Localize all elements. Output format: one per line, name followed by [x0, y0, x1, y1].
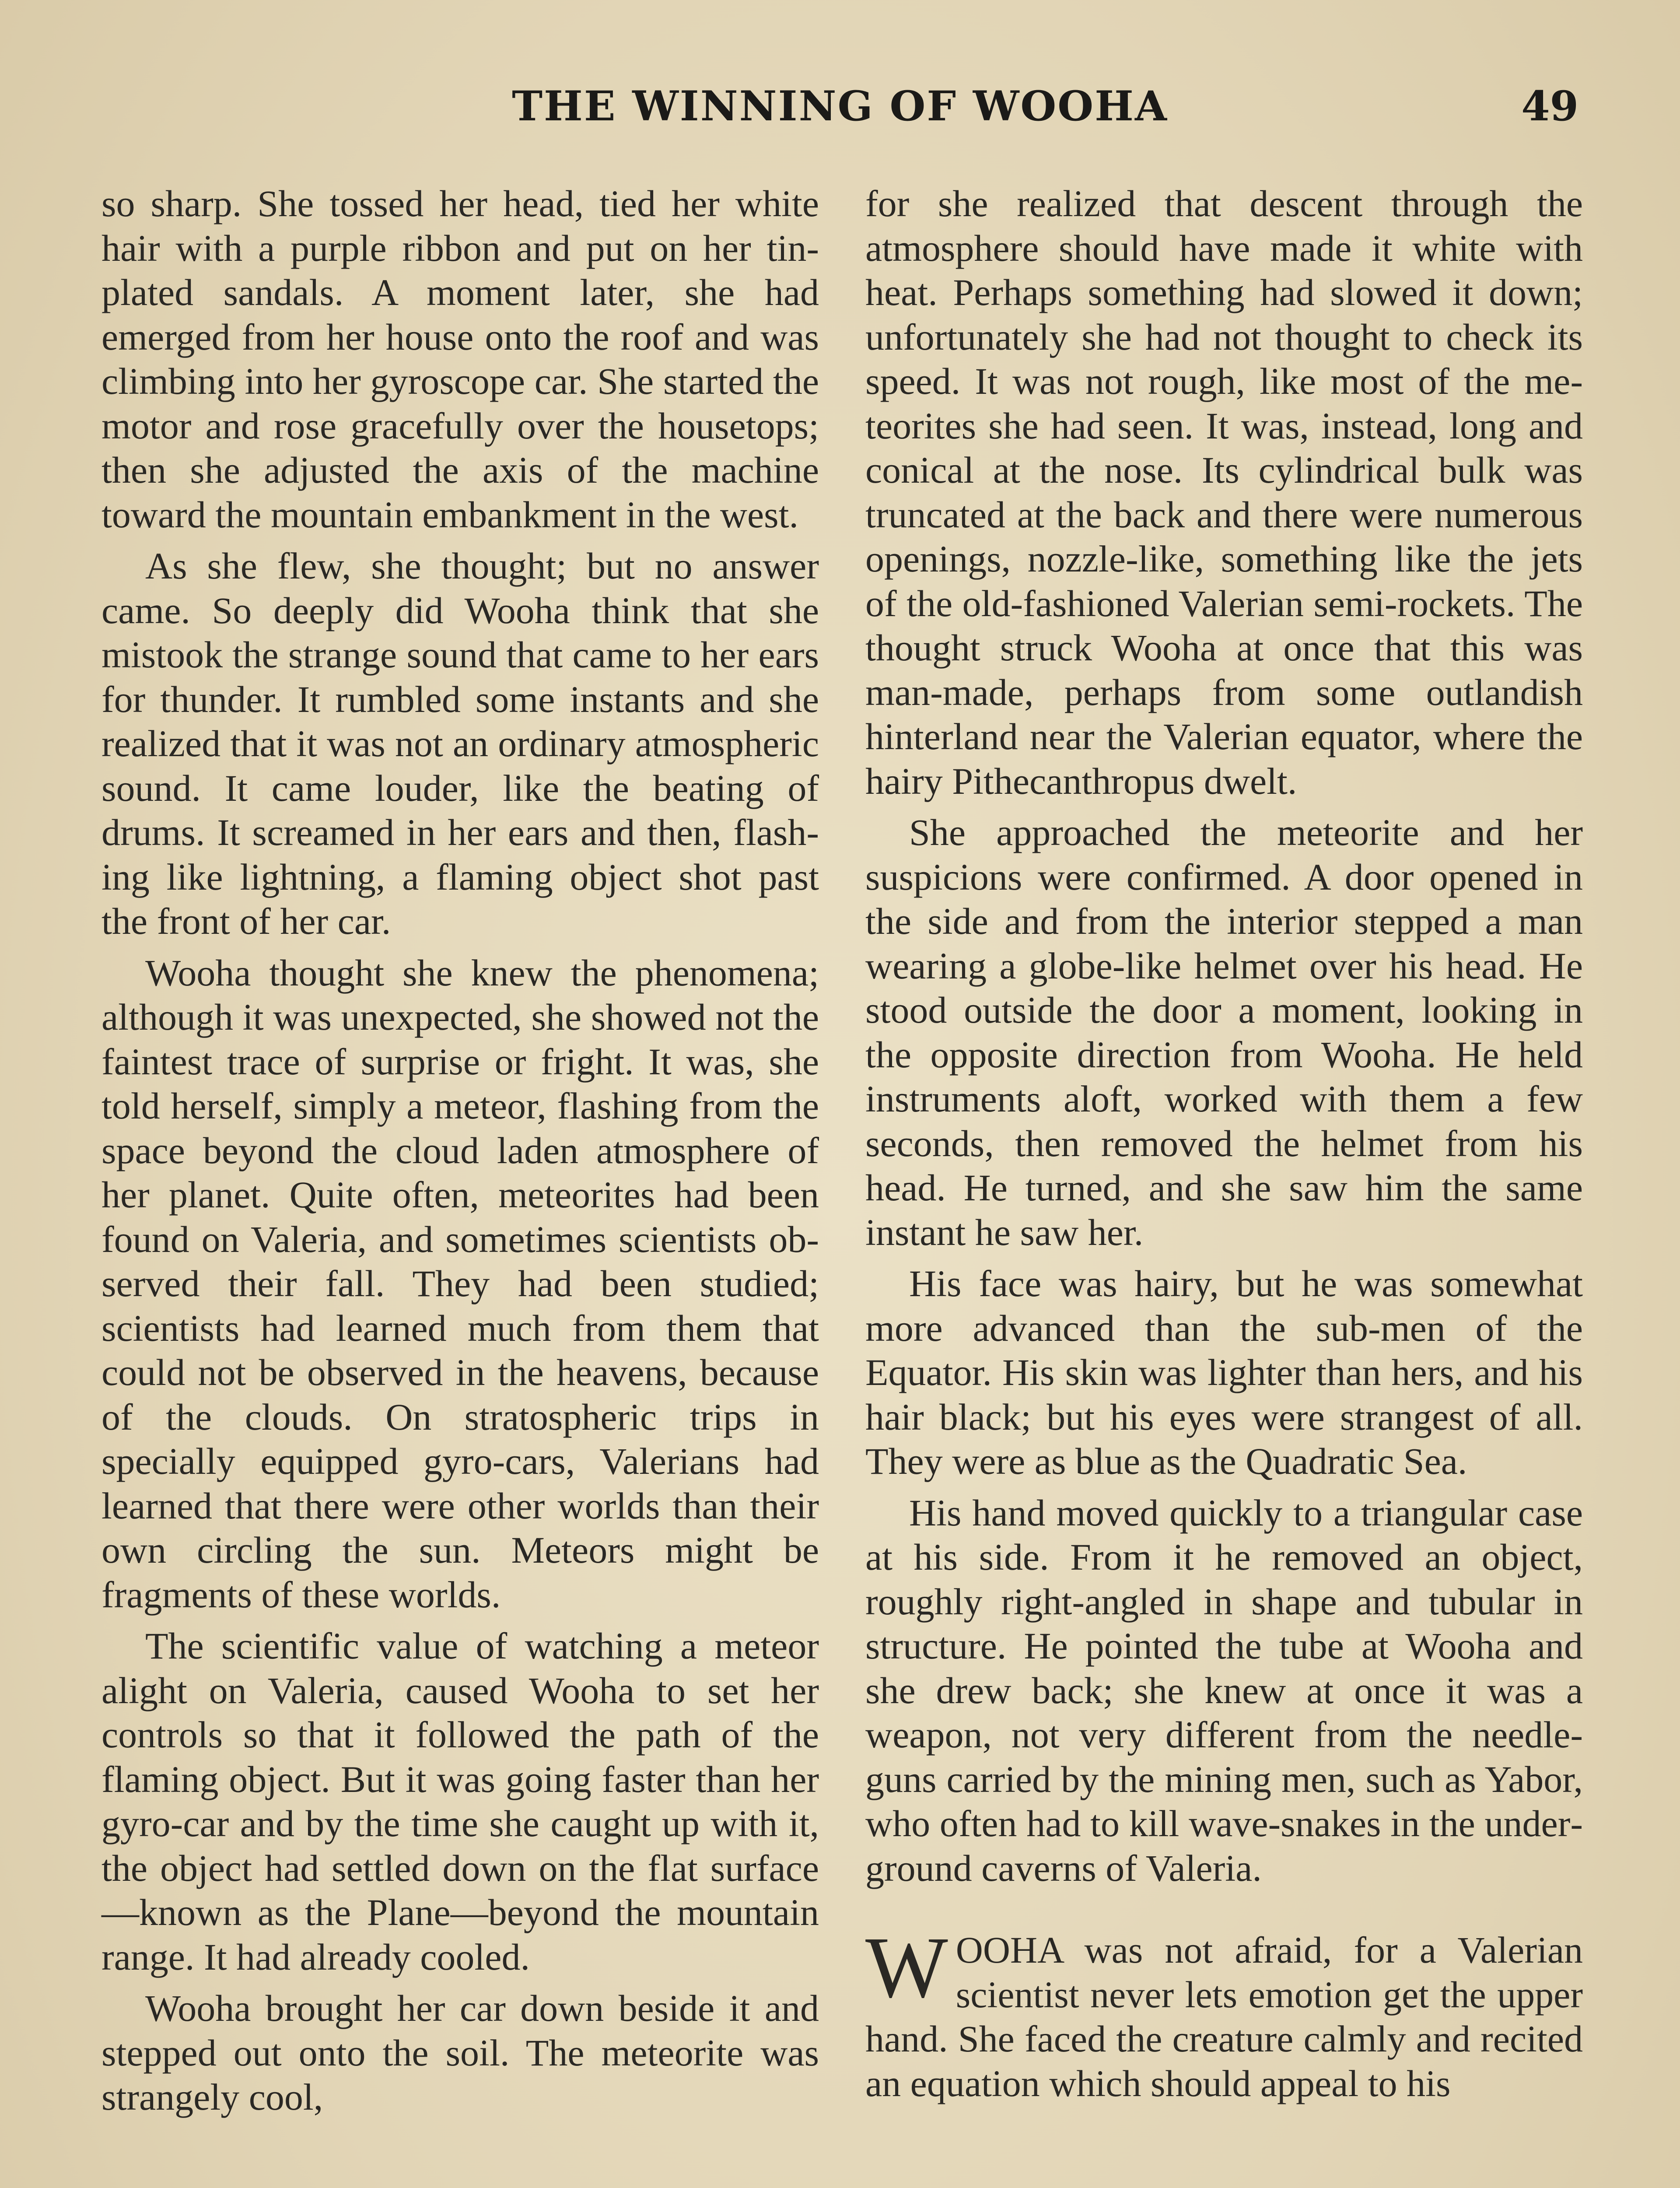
drop-cap: W [865, 1919, 948, 2016]
paragraph: Wooha thought she knew the phenomena; although it was unexpected, she showed not the faintest trace of surprise or fright. It was, she told herself, simply a meteor, flashing from the space beyond the cloud laden atmosphere of her planet. Quite often, meteorites had been found on Valeria, and sometimes scientists observed their fall. They had been studied; scientists had learned much from them that could not be observed in the heavens, because of the clouds. On stratospheric trips in specially equipped gyro-cars, Valerians had learned that there were other worlds than their own circling the sun. Meteors might be fragments of these worlds. [102, 951, 819, 1616]
paragraph: The scientific value of watching a meteor alight on Valeria, caused Wooha to set her controls so that it followed the path of the flaming object. But it was going faster than her gyro-car and by the time she caught up with it, the object had settled down on the flat surface—known as the Plane—beyond the mountain range. It had already cooled. [102, 1625, 819, 1978]
paragraph: His face was hairy, but he was somewhat more advanced than the sub-men of the Equator. His skin was lighter than hers, and his hair black; but his eyes were strangest of all. They were as blue as the Quadratic Sea. [865, 1262, 1583, 1482]
section-opening-paragraph [865, 1919, 1583, 2106]
running-title: THE WINNING OF WOOHA [512, 82, 1168, 130]
page-number: 49 [1521, 82, 1578, 130]
paragraph: Wooha brought her car down beside it and stepped out onto the soil. The meteorite was strangely cool, [102, 1987, 819, 2118]
paragraph: for she realized that descent through the atmosphere should have made it white with heat. Perhaps something had slowed it down; unfortunately she had not thought to check its speed. It was not rough, like most of the meteorites she had seen. It was, instead, long and conical at the nose. Its cylindrical bulk was truncated at the back and there were numerous openings, nozzle-like, something like the jets of the old-fashioned Valerian semi-rockets. The thought struck Wooha at once that this was man-made, perhaps from some outlandish hinterland near the Valerian equator, where the hairy Pithecanthropus dwelt. [865, 182, 1583, 802]
paragraph: His hand moved quickly to a triangular case at his side. From it he removed an object, roughly right-angled in shape and tubular in structure. He pointed the tube at Wooha and she drew back; she knew at once it was a weapon, not very different from the needle-guns carried by the mining men, such as Yabor, who often had to kill wave-snakes in the underground caverns of Valeria. [865, 1491, 1583, 1889]
left-column [102, 182, 819, 2120]
paragraph: so sharp. She tossed her head, tied her white hair with a purple ribbon and put on her tin-plated sandals. A moment later, she had emerged from her house onto the roof and was climbing into her gyroscope car. She started the motor and rose gracefully over the housetops; then she adjusted the axis of the machine toward the mountain embankment in the west. [102, 182, 819, 536]
right-column [865, 182, 1583, 2106]
paragraph: She approached the meteorite and her suspicions were confirmed. A door opened in the side and from the interior stepped a man wearing a globe-like helmet over his head. He stood outside the door a moment, looking in the opposite direction from Wooha. He held instruments aloft, worked with them a few seconds, then removed the helmet from his head. He turned, and she saw him the same instant he saw her. [865, 811, 1583, 1253]
section-opening-text: OOHA was not afraid, for a Valerian scientist never lets emotion get the upper hand. She faced the creature calmly and recited an equation which should appeal to his [865, 1929, 1583, 2104]
paragraph: As she flew, she thought; but no answer came. So deeply did Wooha think that she mistook the strange sound that came to her ears for thunder. It rumbled some instants and she realized that it was not an ordinary atmospheric sound. It came louder, like the beating of drums. It screamed in her ears and then, flashing like lightning, a flaming object shot past the front of her car. [102, 545, 819, 942]
